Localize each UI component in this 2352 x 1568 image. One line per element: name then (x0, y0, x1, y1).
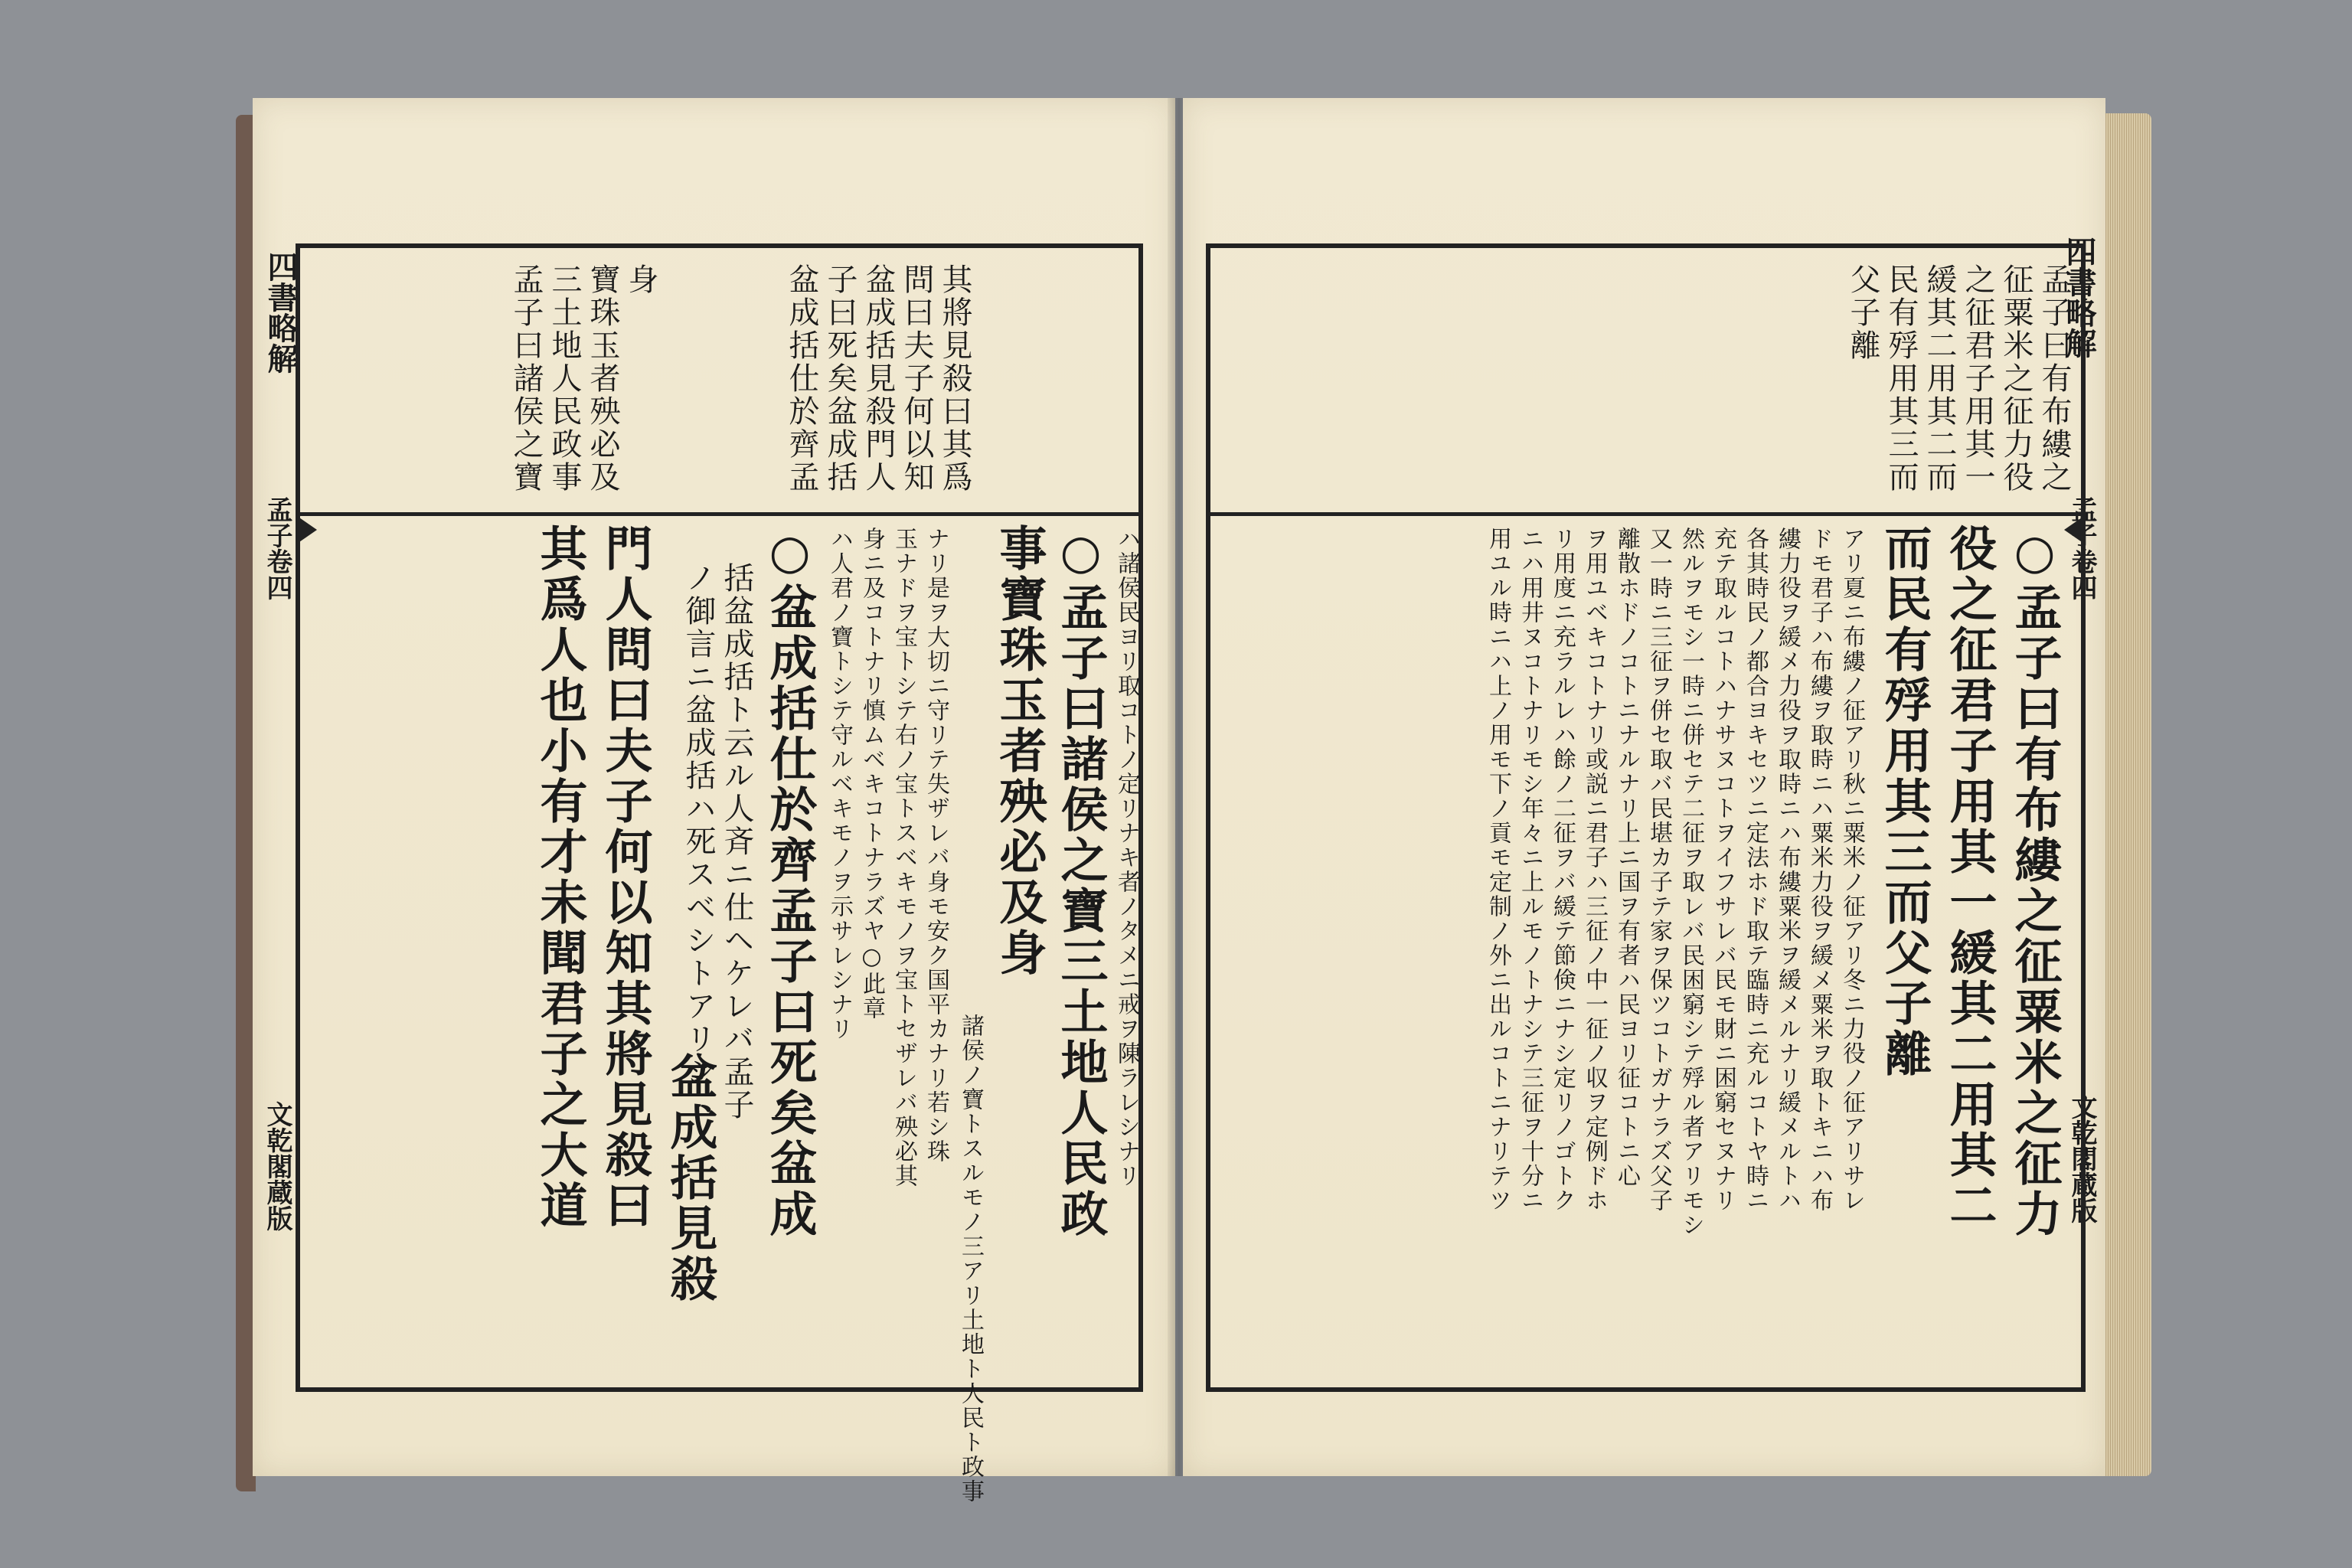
commentary-column: 離散ホドノコトニナルナリ上ニ国ヲ有者ハ民ヨリ征コトニ心 (1613, 527, 1640, 1188)
upper-column: 之征君子用其一 (1960, 263, 1995, 494)
commentary-column: ノ御言ニ盆成括ハ死スベシトアリシ (681, 562, 716, 1089)
commentary-column: ハ諸侯民ヨリ取コトノ定リナキ者ノタメニ戒ヲ陳ラレシナリ (1113, 527, 1140, 1188)
main-text-column: 門人問曰夫子何以知其將見殺曰 (597, 524, 653, 1231)
left-margin-publisher: 文乾閣蔵版 (262, 1101, 292, 1231)
right-margin-title: 四書略解 (2061, 236, 2097, 358)
section-marker (297, 516, 317, 544)
upper-column: 三土地人民政事 (547, 263, 582, 494)
upper-column: 盆成括見殺門人 (861, 263, 896, 494)
commentary-column: 然ルヲモシ一時ニ併セテ二征ヲ取レバ民困窮シテ殍ル者アリモシ (1677, 527, 1704, 1237)
commentary-column: 各其時民ノ都合ヨキセツニ定法ホド取テ臨時ニ充ルコトヤ時ニ (1742, 527, 1769, 1213)
commentary-column: 縷力役ヲ緩メ力役ヲ取時ニハ布縷粟米ヲ緩メルナリ緩メルトハ (1774, 527, 1801, 1213)
upper-column: 其將見殺曰其爲 (937, 263, 972, 494)
upper-column: 父子離 (1845, 263, 1880, 362)
left-page (253, 98, 1175, 1504)
upper-column: 緩其二用其二而 (1922, 263, 1957, 494)
upper-column: 孟子曰諸侯之寶 (508, 263, 544, 494)
commentary-column: 充テ取ルコトハナサヌコトヲイフサレバ民モ財ニ困窮セヌナリ (1710, 527, 1736, 1213)
commentary-column: ハ人君ノ寶トシテ守ルベキモノヲ示サレシナリ (826, 527, 853, 1041)
left-lower-register (300, 516, 1140, 1504)
right-upper-register (1210, 248, 2081, 516)
right-margin-volume: 孟子卷四 (2066, 496, 2097, 600)
main-text-column: 事寶珠玉者殃必及身 (991, 524, 1047, 978)
commentary-column: リ用度ニ充ラルレハ餘ノ二征ヲバ緩テ節倹ニナシ定リノゴトク (1549, 527, 1576, 1213)
left-upper-register (300, 248, 1138, 516)
right-lower-register (1210, 516, 2081, 1387)
commentary-column: 諸侯ノ寶トスルモノ三アリ土地ト人民ト政事 (957, 1014, 984, 1504)
left-margin-volume: 孟子卷四 (262, 496, 292, 600)
commentary-column: アリ夏ニ布縷ノ征アリ秋ニ粟米ノ征アリ冬ニ力役ノ征アリサレ (1838, 527, 1865, 1213)
left-margin-title: 四書略解 (263, 251, 299, 374)
upper-column: 孟子曰有布縷之 (2037, 263, 2072, 494)
upper-column: 問曰夫子何以知 (899, 263, 934, 494)
commentary-column: 括盆成括ト云ル人斉ニ仕ヘケレバ孟子 (719, 562, 754, 1122)
main-text-column: 盆成括見殺 (662, 1052, 718, 1305)
commentary-column: 用ユル時ニハ上ノ用モ下ノ貢モ定制ノ外ニ出ルコトニナリテツ (1485, 527, 1511, 1213)
left-text-frame (296, 243, 1143, 1504)
commentary-column: 玉ナドヲ宝トシテ右ノ宝トスベキモノヲ宝トセザレバ殃必其 (890, 527, 917, 1188)
commentary-column: ニハ用井ヌコトナリモシ年々ニ上ルモノトナシテ三征ヲ十分ニ (1517, 527, 1544, 1213)
main-text-column: 役之征君子用其一緩其二用其二 (1942, 524, 1998, 1231)
main-text-column: ○孟子曰有布縷之征粟米之征力 (2007, 524, 2063, 1240)
commentary-column: 身ニ及コトナリ慎ムベキコトナラズヤ○此章 (858, 527, 885, 1021)
main-text-column: ○盆成括仕於齊孟子曰死矣盆成 (762, 524, 818, 1240)
commentary-column: ナリ是ヲ大切ニ守リテ失ザレバ身モ安ク国平カナリ若シ珠 (923, 527, 949, 1164)
right-margin-publisher: 文乾閣蔵版 (2066, 1093, 2097, 1223)
main-text-column: 而民有殍用其三而父子離 (1877, 524, 1932, 1080)
upper-column: 子曰死矣盆成括 (822, 263, 858, 494)
upper-column: 寶珠玉者殃必及 (585, 263, 620, 494)
main-text-column: ○孟子曰諸侯之寶三土地人民政 (1053, 524, 1109, 1240)
upper-column: 身 (623, 263, 658, 296)
commentary-column: ドモ君子ハ布縷ヲ取時ニハ粟米力役ヲ緩メ粟米ヲ取トキニハ布 (1806, 527, 1833, 1213)
commentary-column: ヲ用ユベキコトナリ或説ニ君子ハ三征ノ中一征ノ収ヲ定例ドホ (1581, 527, 1608, 1213)
main-text-column: 其爲人也小有才未聞君子之大道 (532, 524, 588, 1231)
open-book (253, 98, 2113, 1504)
right-text-frame (1206, 243, 2086, 1392)
section-marker (2064, 516, 2084, 544)
commentary-column: 又一時ニ三征ヲ併セ取バ民堪カ子テ家ヲ保ツコトガナラズ父子 (1645, 527, 1672, 1213)
upper-column: 盆成括仕於齊孟 (784, 263, 819, 494)
right-page (1183, 98, 2105, 1476)
upper-column: 民有殍用其三而 (1883, 263, 1919, 494)
upper-column: 征粟米之征力役 (1998, 263, 2034, 494)
